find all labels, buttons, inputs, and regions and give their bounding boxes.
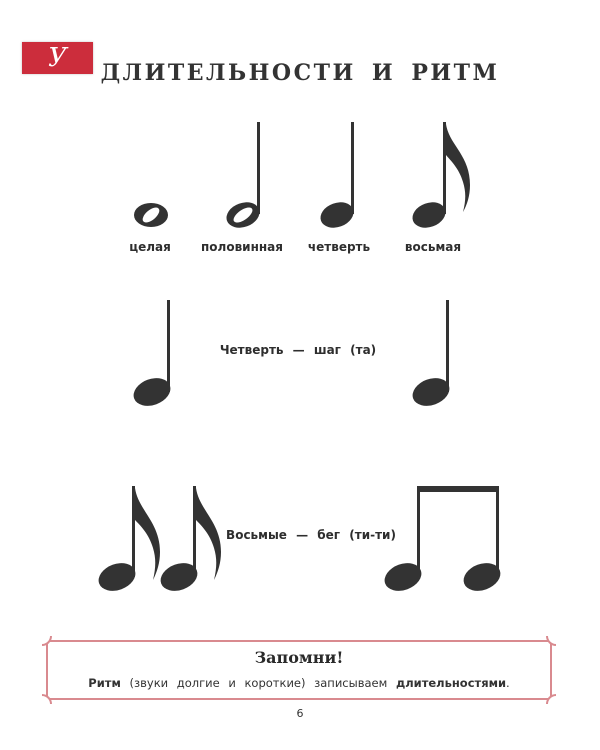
quarter-note-label: четверть bbox=[307, 240, 371, 254]
frame-corner bbox=[546, 636, 556, 646]
page-number: 6 bbox=[296, 707, 304, 720]
frame-corner bbox=[546, 694, 556, 704]
section-letter: У bbox=[48, 43, 67, 73]
quarter-note-icon bbox=[317, 122, 357, 232]
half-note-label: половинная bbox=[201, 240, 283, 254]
frame-corner bbox=[42, 636, 52, 646]
eighth-note-icon bbox=[409, 122, 470, 232]
eighth-phrase: Восьмые — бег (ти-ти) bbox=[226, 528, 396, 542]
durations-keyword: длительностями bbox=[395, 676, 507, 690]
remember-text-end: . bbox=[506, 676, 510, 690]
remember-text-middle: (звуки долгие и короткие) записываем bbox=[120, 676, 396, 690]
rhythm-term: Ритм bbox=[88, 676, 121, 690]
remember-title: Запомни! bbox=[254, 648, 344, 667]
whole-note-label: целая bbox=[129, 240, 171, 254]
page-title: ДЛИТЕЛЬНОСТИ И РИТМ bbox=[100, 60, 500, 86]
half-note-icon bbox=[223, 122, 263, 232]
whole-note-icon bbox=[134, 203, 168, 227]
eighth-note-label: восьмая bbox=[404, 240, 462, 254]
quarter-phrase: Четверть — шаг (та) bbox=[219, 343, 377, 357]
remember-text bbox=[48, 676, 550, 690]
eighth-note-icon bbox=[95, 486, 160, 596]
frame-corner bbox=[42, 694, 52, 704]
remember-box bbox=[46, 640, 552, 700]
